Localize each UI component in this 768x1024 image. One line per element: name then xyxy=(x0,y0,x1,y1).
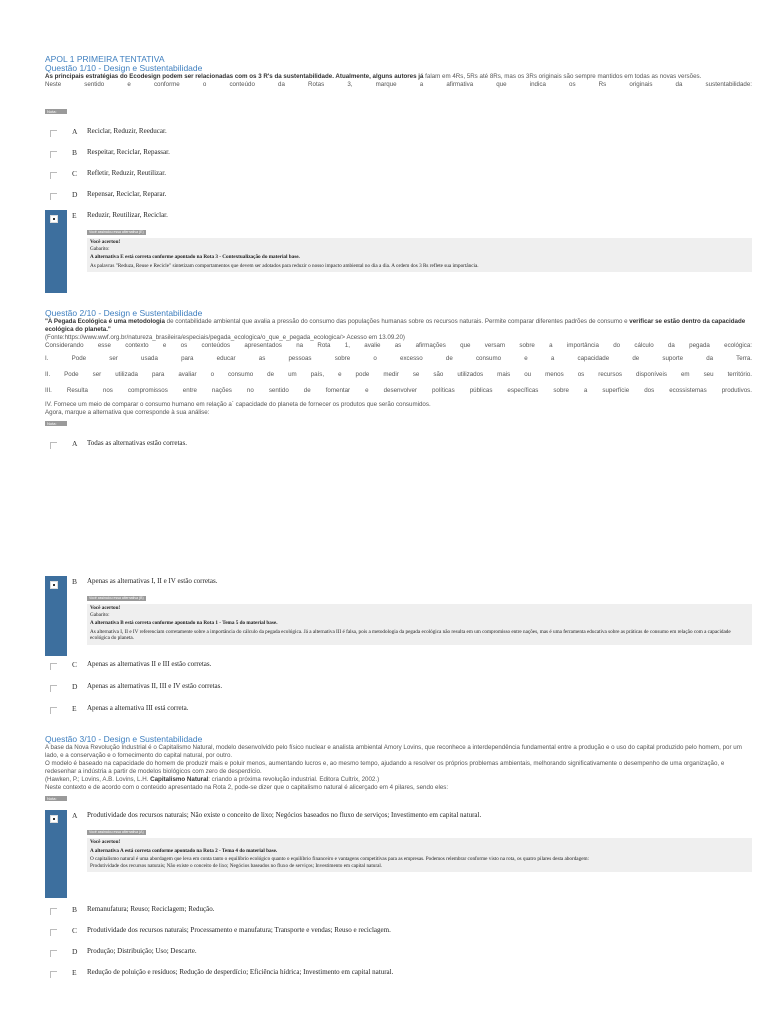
option-d[interactable] xyxy=(45,189,752,203)
question-title: Questão 2/10 - Design e Sustentabilidade xyxy=(45,308,203,318)
radio-button[interactable] xyxy=(50,929,57,936)
question-prompt: Neste sentido e conforme o conteúdo da Rotas 3, marque a afirmativa que indica os Rs originais da sustentabilidade: xyxy=(45,81,752,88)
option-b-selected[interactable] xyxy=(45,576,752,656)
statement-iii: III. Resulta nos compromissos entre nações no sentido de fomentar e desenvolver políticas públicas específicas sobre a superfície dos ecossistemas produtivos. xyxy=(45,387,752,394)
selected-badge: Você assinalou essa alternativa (B) xyxy=(89,596,144,600)
feedback-correct: Você acertou! xyxy=(90,839,121,845)
option-e[interactable] xyxy=(45,703,752,717)
radio-button[interactable] xyxy=(50,151,57,158)
option-e-selected[interactable] xyxy=(45,210,752,293)
radio-button[interactable] xyxy=(50,971,57,978)
question-title: Questão 3/10 - Design e Sustentabilidade xyxy=(45,734,203,744)
grade-badge: Nota: 10.0 xyxy=(45,105,752,123)
feedback-answer: A alternativa A está correta conforme apontado na Rota 2 - Tema 4 do material base. xyxy=(90,847,278,854)
question-text-bold: "A Pegada Ecológica é uma metodologia xyxy=(45,318,165,325)
feedback-answer: A alternativa E está correta conforme apontado na Rota 3 - Contextualização do material base. xyxy=(90,254,300,260)
question-text-rest: de contabilidade ambiental que avalia a pressão do consumo das populações humanas sobre os recursos naturais. Permite comparar diferentes padrões de consumo e xyxy=(164,318,630,325)
statement-i: I. Pode ser usada para educar as pessoas sobre o excesso de consumo e a capacidade de suporte da Terra. xyxy=(45,355,752,362)
grade-badge: Nota: 10.0 xyxy=(45,417,752,435)
option-label: Respeitar, Reciclar, Repassar. xyxy=(87,148,170,156)
option-letter: D xyxy=(72,682,78,691)
option-label: Apenas as alternativas II e III estão corretas. xyxy=(87,660,212,668)
option-letter: C xyxy=(72,926,78,935)
option-letter: B xyxy=(72,148,78,157)
option-letter: A xyxy=(72,811,78,820)
question-text-2: O modelo é baseado na capacidade do homem de produzir mais e poluir menos, aumentando lucros e, ao mesmo tempo, ajudando a resolver os próprios problemas ambientais, melhorando significativamente o desempenho de uma organização, e redesenhar a indústria a partir de modelos biológicos com zero de desperdício. xyxy=(45,760,725,775)
feedback-explanation: O capitalismo natural é uma abordagem que leva em conta tanto o equilíbrio ecológico quanto o equilíbrio financeiro e vantagens competitivas para as empresas. Podemos relembrar conforme visto na rota, os quatro pilares desta abordagem: xyxy=(90,856,589,862)
radio-button-checked[interactable] xyxy=(50,815,58,823)
question-source: (Fonte:https://www.wwf.org.br/natureza_brasileira/especiais/pegada_ecologica/o_que_e_pegada_ecologica/> Acesso em 13.09.20) xyxy=(45,334,405,341)
option-a[interactable] xyxy=(45,126,752,140)
feedback-correct: Você acertou! xyxy=(90,239,121,245)
radio-button[interactable] xyxy=(50,950,57,957)
feedback-box xyxy=(87,838,752,872)
question-prompt: Neste contexto e de acordo com o conteúdo apresentado na Rota 2, pode-se dizer que o capitalismo natural é alicerçado em 4 pilares, sendo eles: xyxy=(45,784,449,791)
radio-button[interactable] xyxy=(50,172,57,179)
feedback-box xyxy=(87,238,752,272)
option-e[interactable] xyxy=(45,967,752,981)
option-label: Produtividade dos recursos naturais; Processamento e manufatura; Transporte e vendas; Reuso e reciclagem. xyxy=(87,926,391,934)
radio-button[interactable] xyxy=(50,193,57,200)
option-label: Remanufatura; Reuso; Reciclagem; Redução. xyxy=(87,905,215,913)
feedback-gabarito: Gabarito: xyxy=(90,245,110,252)
option-b[interactable] xyxy=(45,147,752,161)
radio-button[interactable] xyxy=(50,663,57,670)
option-label: Produtividade dos recursos naturais; Não existe o conceito de lixo; Negócios baseados no fluxo de serviços; Investimento em capital natural. xyxy=(87,811,482,819)
feedback-correct: Você acertou! xyxy=(90,605,121,611)
question-2 xyxy=(45,309,752,717)
feedback-explanation-2: Produtividade dos recursos naturais; Não existe o conceito de lixo; Negócios baseados no fluxo de serviços; Investimento em capital natural. xyxy=(90,862,383,869)
option-label: Apenas as alternativas I, II e IV estão corretas. xyxy=(87,577,218,585)
question-instruction: Agora, marque a alternativa que corresponde à sua análise: xyxy=(45,409,210,416)
option-label: Refletir, Reduzir, Reutilizar. xyxy=(87,169,166,177)
option-letter: D xyxy=(72,190,78,199)
question-text-bold: As principais estratégias do Ecodesign podem ser relacionadas com os 3 R's da sustentabilidade. Atualmente, alguns autores já xyxy=(45,73,424,80)
option-label: Todas as alternativas estão corretas. xyxy=(87,439,187,447)
radio-button[interactable] xyxy=(50,685,57,692)
reference-title: Capitalismo Natural xyxy=(150,776,209,783)
statement-iv: IV. Fornece um meio de comparar o consumo humano em relação a´ capacidade do planeta de fornecer os produtos que serão consumidos. xyxy=(45,401,431,408)
reference-rest: : criando a próxima revolução industrial. Editora Cultrix, 2002.) xyxy=(208,776,380,783)
question-text-rest: falam em 4Rs, 5Rs até 8Rs, mas os 3Rs originais são sempre mantidos em todas as novas versões. xyxy=(423,73,702,80)
option-d[interactable] xyxy=(45,681,752,695)
option-letter: D xyxy=(72,947,78,956)
radio-button[interactable] xyxy=(50,442,57,449)
option-label: Produção; Distribuição; Uso; Descarte. xyxy=(87,947,197,955)
radio-button-checked[interactable] xyxy=(50,581,58,589)
question-3 xyxy=(45,735,752,981)
feedback-explanation: As palavras "Reduza, Reuse e Recicle" sintetizam comportamentos que devem ser adotados para reduzir o nosso impacto ambiental no dia a dia. A ordem dos 3 Rs reflete sua importância. xyxy=(90,262,479,269)
question-text-bold-2: verificar se estão dentro da capacidade ecológica do planeta." xyxy=(45,318,746,333)
radio-button-checked[interactable] xyxy=(50,215,58,223)
question-title: Questão 1/10 - Design e Sustentabilidade xyxy=(45,63,203,73)
feedback-explanation: As alternativa I, II e IV referenciam corretamente sobre a importância do cálculo da pegada ecológica. Já a alternativa III é falsa, pois a metodologia da pegada ecológica não resulta em um compromisso entre nações, mas é uma ferramenta educativa sobre as práticas de consumo em relação com a capacidade ecológica do planeta. xyxy=(90,628,731,641)
option-label: Reduzir, Reutilizar, Reciclar. xyxy=(87,211,168,219)
option-letter: C xyxy=(72,660,78,669)
option-b[interactable] xyxy=(45,904,752,918)
radio-button[interactable] xyxy=(50,707,57,714)
question-prompt: Considerando esse contexto e os conteúdos apresentados na Rota 1, avalie as afirmações que versam sobre a importância do cálculo da pegada ecológica: xyxy=(45,342,752,349)
question-text: A base da Nova Revolução Industrial é o Capitalismo Natural, modelo desenvolvido pelo físico nuclear e analista ambiental Amory Lovins, que reconhece a interdependência fundamental entre a produção e o uso do capital produzido pelo homem, por um lado, e a conservação e o fornecimento do capital natural, por outro. xyxy=(45,744,742,759)
option-label: Repensar, Reciclar, Reparar. xyxy=(87,190,167,198)
option-label: Apenas as alternativas II, III e IV estão corretas. xyxy=(87,682,223,690)
option-letter: A xyxy=(72,127,78,136)
question-text xyxy=(45,318,752,334)
option-c[interactable] xyxy=(45,659,752,673)
feedback-gabarito: Gabarito: xyxy=(90,611,110,618)
option-letter: A xyxy=(72,439,78,448)
grade-badge: Nota: 10.0 xyxy=(45,792,752,810)
option-label: Apenas a alternativa III está correta. xyxy=(87,704,189,712)
option-letter: B xyxy=(72,905,78,914)
option-letter: E xyxy=(72,968,77,977)
option-letter: E xyxy=(72,211,77,220)
question-1 xyxy=(45,64,752,293)
selected-indicator xyxy=(45,210,67,293)
radio-button[interactable] xyxy=(50,908,57,915)
option-label: Reciclar, Reduzir, Reeducar. xyxy=(87,127,167,135)
selected-badge: Você assinalou essa alternativa (E) xyxy=(89,230,144,234)
option-letter: C xyxy=(72,169,78,178)
selected-indicator xyxy=(45,576,67,656)
option-c[interactable] xyxy=(45,168,752,182)
page xyxy=(45,55,752,981)
option-c[interactable] xyxy=(45,925,752,939)
reference-authors: (Hawken, P.; Lovins, A.B. Lovins, L.H. xyxy=(45,776,151,783)
question-text xyxy=(45,73,752,81)
feedback-answer: A alternativa B está correta conforme apontado na Rota 1 - Tema 5 do material base. xyxy=(90,620,278,626)
option-a-selected[interactable] xyxy=(45,810,752,898)
feedback-box xyxy=(87,604,752,645)
radio-button[interactable] xyxy=(50,130,57,137)
question-reference xyxy=(45,776,752,784)
option-a[interactable] xyxy=(45,438,752,452)
option-letter: B xyxy=(72,577,78,586)
selected-indicator xyxy=(45,810,67,898)
option-letter: E xyxy=(72,704,77,713)
option-d[interactable] xyxy=(45,946,752,960)
option-label: Redução de poluição e resíduos; Redução de desperdício; Eficiência hídrica; Investimento em capital natural. xyxy=(87,968,394,976)
statement-ii: II. Pode ser utilizada para avaliar o consumo de um país, e pode medir se são utilizados mais ou menos os recursos disponíveis em seu território. xyxy=(45,371,752,378)
selected-badge: Você assinalou essa alternativa (A) xyxy=(89,830,144,834)
document-title: APOL 1 PRIMEIRA TENTATIVA xyxy=(45,54,165,64)
